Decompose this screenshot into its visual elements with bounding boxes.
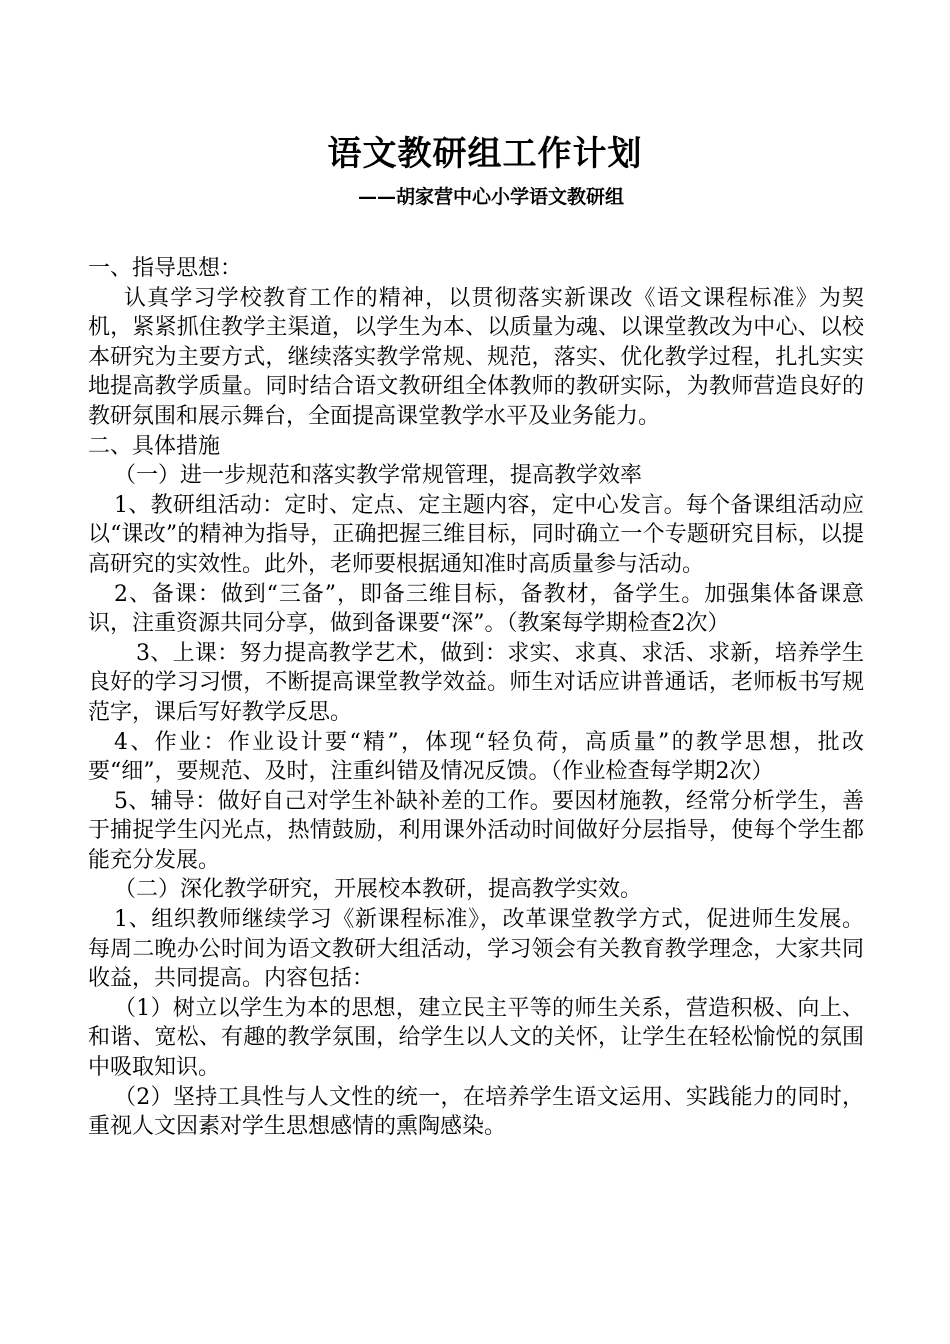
paragraph-guiding-thought: 认真学习学校教育工作的精神，以贯彻落实新课改《语文课程标准》为契机，紧紧抓住教学主渠道，以学生为本、以质量为魂、以课堂教改为中心、以校本研究为主要方式，继续落实教学常规、规范，落实、优化教学过程，扎扎实实地提高教学质量。同时结合语文教研组全体教师的教研实际，为教师营造良好的教研氛围和展示舞台，全面提高课堂教学水平及业务能力。 bbox=[88, 285, 864, 429]
paragraph-item-5: 5、辅导：做好自己对学生补缺补差的工作。要因材施教，经常分析学生，善于捕捉学生闪光点，热情鼓励，利用课外活动时间做好分层指导，使每个学生都能充分发展。 bbox=[88, 788, 864, 873]
document-page bbox=[88, 130, 864, 1142]
document-body bbox=[88, 254, 864, 1142]
paragraph-research-1: 1、组织教师继续学习《新课程标准》，改革课堂教学方式，促进师生发展。每周二晚办公时间为语文教研大组活动，学习领会有关教育教学理念，大家共同收益，共同提高。内容包括： bbox=[88, 907, 864, 992]
paragraph-item-4: 4、作业：作业设计要“精”，体现“轻负荷，高质量”的教学思想，批改要“细”，要规范、及时，注重纠错及情况反馈。（作业检查每学期2次） bbox=[88, 729, 864, 785]
paragraph-research-point-2: （2）坚持工具性与人文性的统一，在培养学生语文运用、实践能力的同时，重视人文因素对学生思想感情的熏陶感染。 bbox=[88, 1084, 864, 1140]
paragraph-item-3: 3、上课：努力提高教学艺术，做到：求实、求真、求活、求新，培养学生良好的学习习惯，不断提高课堂教学效益。师生对话应讲普通话，老师板书写规范字，课后写好教学反思。 bbox=[88, 640, 864, 725]
paragraph-subheading-1: （一）进一步规范和落实教学常规管理，提高教学效率 bbox=[114, 463, 643, 489]
paragraph-item-2: 2、备课：做到“三备”，即备三维目标，备教材，备学生。加强集体备课意识，注重资源共同分享，做到备课要“深”。（教案每学期检查2次） bbox=[88, 581, 864, 637]
paragraph-heading-1: 一、指导思想： bbox=[88, 256, 243, 281]
paragraph-heading-2: 二、具体措施 bbox=[88, 433, 221, 459]
paragraph-research-point-1: （1）树立以学生为本的思想，建立民主平等的师生关系，营造积极、向上、和谐、宽松、有趣的教学氛围，给学生以人文的关怀，让学生在轻松愉悦的氛围中吸取知识。 bbox=[88, 995, 864, 1081]
document-subtitle: ——胡家营中心小学语文教研组 bbox=[357, 186, 624, 208]
paragraph-subheading-2: （二）深化教学研究，开展校本教研，提高教学实效。 bbox=[114, 877, 643, 903]
paragraph-item-1: 1、教研组活动：定时、定点、定主题内容，定中心发言。每个备课组活动应以“课改”的精神为指导，正确把握三维目标，同时确立一个专题研究目标，以提高研究的实效性。此外，老师要根据通知准时高质量参与活动。 bbox=[88, 492, 864, 577]
document-title: 语文教研组工作计划 bbox=[327, 134, 643, 174]
